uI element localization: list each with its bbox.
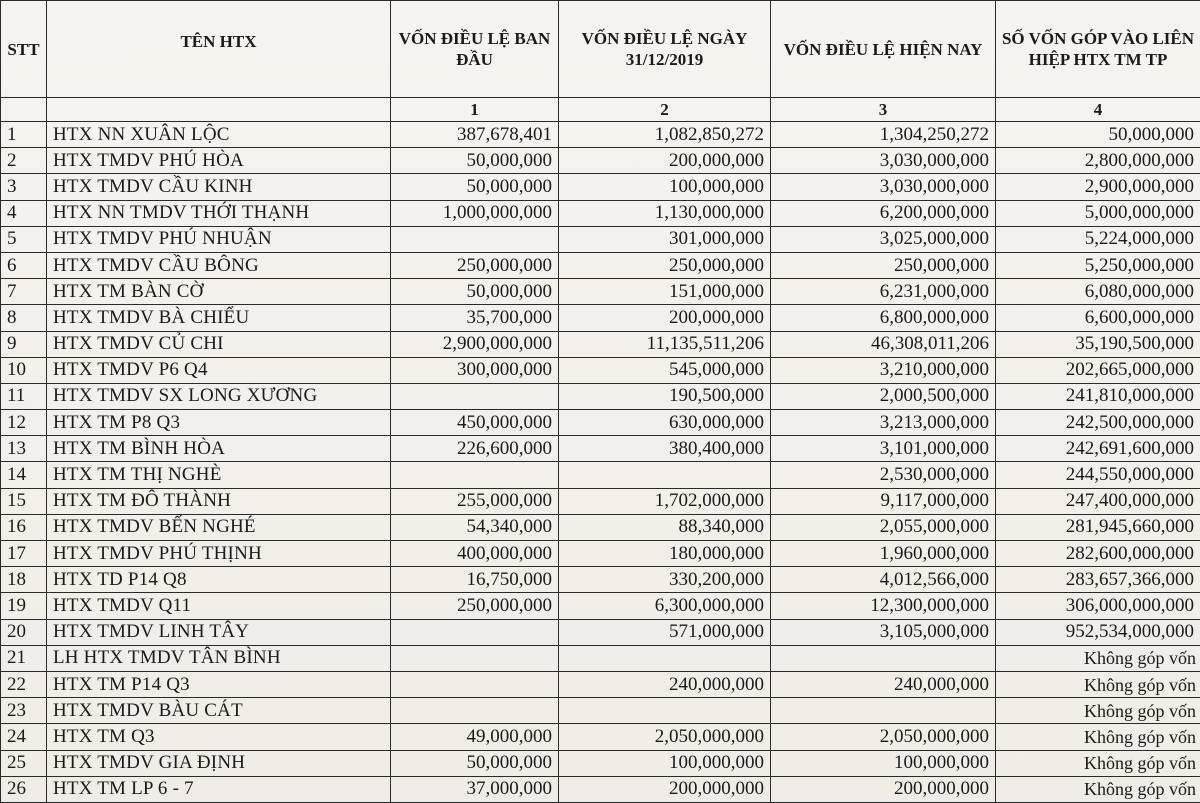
row-capital-2019: 6,300,000,000 — [559, 593, 771, 619]
table-row — [1, 200, 1200, 226]
row-name: HTX TMDV BÀ CHIỂU — [47, 305, 391, 331]
row-stt: 14 — [1, 462, 47, 488]
row-contributed-capital: 6,080,000,000 — [996, 279, 1200, 305]
table-row — [1, 279, 1200, 305]
row-contributed-capital: 242,500,000,000 — [996, 410, 1200, 436]
row-current-capital: 100,000,000 — [771, 750, 996, 776]
row-contributed-capital: 5,224,000,000 — [996, 226, 1200, 252]
row-name: HTX TD P14 Q8 — [47, 567, 391, 593]
row-stt: 20 — [1, 619, 47, 645]
row-capital-2019: 11,135,511,206 — [559, 331, 771, 357]
table-row — [1, 252, 1200, 278]
row-initial-capital — [391, 671, 559, 697]
row-capital-2019: 301,000,000 — [559, 226, 771, 252]
header-stt: STT — [1, 1, 47, 98]
header-initial-capital: VỐN ĐIỀU LỆ BAN ĐẦU — [391, 1, 559, 98]
row-name: HTX TMDV PHÚ NHUẬN — [47, 226, 391, 252]
row-contributed-capital: 5,250,000,000 — [996, 252, 1200, 278]
table-body — [1, 122, 1200, 803]
row-capital-2019: 630,000,000 — [559, 410, 771, 436]
row-contributed-capital: 202,665,000,000 — [996, 357, 1200, 383]
row-stt: 11 — [1, 383, 47, 409]
row-capital-2019: 240,000,000 — [559, 671, 771, 697]
table-row — [1, 776, 1200, 802]
row-initial-capital — [391, 619, 559, 645]
row-stt: 26 — [1, 776, 47, 802]
row-initial-capital: 50,000,000 — [391, 750, 559, 776]
table-row — [1, 305, 1200, 331]
row-initial-capital — [391, 383, 559, 409]
row-current-capital: 2,055,000,000 — [771, 514, 996, 540]
row-current-capital: 1,960,000,000 — [771, 541, 996, 567]
row-current-capital: 240,000,000 — [771, 671, 996, 697]
column-number: 4 — [996, 98, 1200, 122]
table-row — [1, 462, 1200, 488]
header-capital-2019: VỐN ĐIỀU LỆ NGÀY 31/12/2019 — [559, 1, 771, 98]
row-current-capital: 3,213,000,000 — [771, 410, 996, 436]
table-row — [1, 174, 1200, 200]
row-contributed-capital: 242,691,600,000 — [996, 436, 1200, 462]
row-contributed-capital: Không góp vốn — [996, 724, 1200, 750]
row-name: HTX TMDV GIA ĐỊNH — [47, 750, 391, 776]
table-row — [1, 724, 1200, 750]
table-row — [1, 357, 1200, 383]
table-row — [1, 436, 1200, 462]
row-current-capital: 3,105,000,000 — [771, 619, 996, 645]
row-contributed-capital: 247,400,000,000 — [996, 488, 1200, 514]
row-initial-capital: 50,000,000 — [391, 148, 559, 174]
row-current-capital: 2,050,000,000 — [771, 724, 996, 750]
row-initial-capital: 255,000,000 — [391, 488, 559, 514]
row-current-capital: 3,101,000,000 — [771, 436, 996, 462]
table-row — [1, 645, 1200, 671]
row-current-capital: 3,030,000,000 — [771, 174, 996, 200]
row-stt: 15 — [1, 488, 47, 514]
row-contributed-capital: 2,900,000,000 — [996, 174, 1200, 200]
row-capital-2019 — [559, 462, 771, 488]
row-initial-capital: 250,000,000 — [391, 593, 559, 619]
row-contributed-capital: 241,810,000,000 — [996, 383, 1200, 409]
row-initial-capital: 35,700,000 — [391, 305, 559, 331]
row-stt: 21 — [1, 645, 47, 671]
row-name: HTX TMDV CỦ CHI — [47, 331, 391, 357]
row-initial-capital: 50,000,000 — [391, 279, 559, 305]
column-number: 1 — [391, 98, 559, 122]
table-row — [1, 488, 1200, 514]
row-initial-capital: 226,600,000 — [391, 436, 559, 462]
table-row — [1, 331, 1200, 357]
row-contributed-capital: 35,190,500,000 — [996, 331, 1200, 357]
row-capital-2019: 200,000,000 — [559, 305, 771, 331]
table-row — [1, 698, 1200, 724]
column-number: 2 — [559, 98, 771, 122]
row-initial-capital: 250,000,000 — [391, 252, 559, 278]
row-current-capital: 200,000,000 — [771, 776, 996, 802]
table-row — [1, 148, 1200, 174]
row-capital-2019: 100,000,000 — [559, 174, 771, 200]
table-row — [1, 514, 1200, 540]
row-contributed-capital: 5,000,000,000 — [996, 200, 1200, 226]
row-current-capital: 2,000,500,000 — [771, 383, 996, 409]
row-capital-2019: 380,400,000 — [559, 436, 771, 462]
row-stt: 23 — [1, 698, 47, 724]
row-capital-2019 — [559, 698, 771, 724]
row-stt: 16 — [1, 514, 47, 540]
row-initial-capital: 387,678,401 — [391, 122, 559, 148]
row-capital-2019 — [559, 645, 771, 671]
row-stt: 24 — [1, 724, 47, 750]
table-row — [1, 750, 1200, 776]
row-current-capital: 3,025,000,000 — [771, 226, 996, 252]
row-initial-capital: 54,340,000 — [391, 514, 559, 540]
header-contributed-capital: SỐ VỐN GÓP VÀO LIÊN HIỆP HTX TM TP — [996, 1, 1200, 98]
row-current-capital: 1,304,250,272 — [771, 122, 996, 148]
header-row — [1, 1, 1200, 98]
row-contributed-capital: Không góp vốn — [996, 776, 1200, 802]
row-stt: 9 — [1, 331, 47, 357]
row-initial-capital — [391, 645, 559, 671]
row-name: HTX TM P14 Q3 — [47, 671, 391, 697]
row-capital-2019: 190,500,000 — [559, 383, 771, 409]
row-name: HTX NN TMDV THỚI THẠNH — [47, 200, 391, 226]
row-stt: 17 — [1, 541, 47, 567]
row-capital-2019: 88,340,000 — [559, 514, 771, 540]
row-current-capital: 6,231,000,000 — [771, 279, 996, 305]
row-name: HTX TMDV PHÚ HÒA — [47, 148, 391, 174]
column-number — [47, 98, 391, 122]
row-stt: 6 — [1, 252, 47, 278]
row-name: HTX TMDV P6 Q4 — [47, 357, 391, 383]
row-initial-capital: 50,000,000 — [391, 174, 559, 200]
table-row — [1, 226, 1200, 252]
row-name: HTX TM BÀN CỜ — [47, 279, 391, 305]
row-capital-2019: 200,000,000 — [559, 148, 771, 174]
row-initial-capital: 2,900,000,000 — [391, 331, 559, 357]
row-capital-2019: 571,000,000 — [559, 619, 771, 645]
row-name: HTX TMDV BẾN NGHÉ — [47, 514, 391, 540]
row-capital-2019: 151,000,000 — [559, 279, 771, 305]
row-stt: 1 — [1, 122, 47, 148]
row-name: HTX TM LP 6 - 7 — [47, 776, 391, 802]
table-row — [1, 541, 1200, 567]
row-capital-2019: 100,000,000 — [559, 750, 771, 776]
row-capital-2019: 330,200,000 — [559, 567, 771, 593]
row-current-capital: 9,117,000,000 — [771, 488, 996, 514]
row-initial-capital: 37,000,000 — [391, 776, 559, 802]
column-number: 3 — [771, 98, 996, 122]
row-name: HTX TMDV BÀU CÁT — [47, 698, 391, 724]
row-name: HTX TMDV CẦU KINH — [47, 174, 391, 200]
row-current-capital: 4,012,566,000 — [771, 567, 996, 593]
row-name: HTX TM ĐÔ THÀNH — [47, 488, 391, 514]
row-capital-2019: 180,000,000 — [559, 541, 771, 567]
table-row — [1, 122, 1200, 148]
row-capital-2019: 2,050,000,000 — [559, 724, 771, 750]
row-current-capital — [771, 698, 996, 724]
row-contributed-capital: Không góp vốn — [996, 645, 1200, 671]
row-name: HTX TMDV SX LONG XƯƠNG — [47, 383, 391, 409]
column-number-row — [1, 98, 1200, 122]
row-initial-capital: 450,000,000 — [391, 410, 559, 436]
row-current-capital: 2,530,000,000 — [771, 462, 996, 488]
table-row — [1, 593, 1200, 619]
row-capital-2019: 250,000,000 — [559, 252, 771, 278]
row-stt: 22 — [1, 671, 47, 697]
row-stt: 5 — [1, 226, 47, 252]
row-contributed-capital: 283,657,366,000 — [996, 567, 1200, 593]
header-name: TÊN HTX — [47, 1, 391, 98]
row-current-capital: 250,000,000 — [771, 252, 996, 278]
row-capital-2019: 200,000,000 — [559, 776, 771, 802]
table-row — [1, 619, 1200, 645]
row-current-capital: 6,200,000,000 — [771, 200, 996, 226]
row-contributed-capital: Không góp vốn — [996, 671, 1200, 697]
row-contributed-capital: 952,534,000,000 — [996, 619, 1200, 645]
row-initial-capital — [391, 698, 559, 724]
row-contributed-capital: 306,000,000,000 — [996, 593, 1200, 619]
row-stt: 8 — [1, 305, 47, 331]
column-number — [1, 98, 47, 122]
row-stt: 19 — [1, 593, 47, 619]
row-stt: 13 — [1, 436, 47, 462]
row-stt: 3 — [1, 174, 47, 200]
row-contributed-capital: 281,945,660,000 — [996, 514, 1200, 540]
row-name: HTX NN XUÂN LỘC — [47, 122, 391, 148]
row-name: HTX TMDV Q11 — [47, 593, 391, 619]
row-name: HTX TMDV LINH TÂY — [47, 619, 391, 645]
row-initial-capital: 400,000,000 — [391, 541, 559, 567]
row-initial-capital — [391, 462, 559, 488]
row-contributed-capital: Không góp vốn — [996, 698, 1200, 724]
row-name: HTX TMDV PHÚ THỊNH — [47, 541, 391, 567]
row-capital-2019: 1,130,000,000 — [559, 200, 771, 226]
row-stt: 10 — [1, 357, 47, 383]
row-initial-capital: 1,000,000,000 — [391, 200, 559, 226]
row-contributed-capital: 50,000,000 — [996, 122, 1200, 148]
row-contributed-capital: 2,800,000,000 — [996, 148, 1200, 174]
row-name: LH HTX TMDV TÂN BÌNH — [47, 645, 391, 671]
row-name: HTX TM P8 Q3 — [47, 410, 391, 436]
row-name: HTX TM Q3 — [47, 724, 391, 750]
row-initial-capital: 300,000,000 — [391, 357, 559, 383]
row-stt: 18 — [1, 567, 47, 593]
row-initial-capital: 16,750,000 — [391, 567, 559, 593]
row-capital-2019: 1,082,850,272 — [559, 122, 771, 148]
table-row — [1, 671, 1200, 697]
row-capital-2019: 1,702,000,000 — [559, 488, 771, 514]
table-row — [1, 567, 1200, 593]
row-initial-capital: 49,000,000 — [391, 724, 559, 750]
row-contributed-capital: 282,600,000,000 — [996, 541, 1200, 567]
row-current-capital: 12,300,000,000 — [771, 593, 996, 619]
row-name: HTX TM THỊ NGHÈ — [47, 462, 391, 488]
row-name: HTX TM BÌNH HÒA — [47, 436, 391, 462]
row-stt: 12 — [1, 410, 47, 436]
row-contributed-capital: 244,550,000,000 — [996, 462, 1200, 488]
header-current-capital: VỐN ĐIỀU LỆ HIỆN NAY — [771, 1, 996, 98]
row-stt: 2 — [1, 148, 47, 174]
row-stt: 4 — [1, 200, 47, 226]
row-stt: 7 — [1, 279, 47, 305]
row-contributed-capital: Không góp vốn — [996, 750, 1200, 776]
row-current-capital: 46,308,011,206 — [771, 331, 996, 357]
row-stt: 25 — [1, 750, 47, 776]
row-initial-capital — [391, 226, 559, 252]
row-contributed-capital: 6,600,000,000 — [996, 305, 1200, 331]
row-current-capital: 3,030,000,000 — [771, 148, 996, 174]
row-capital-2019: 545,000,000 — [559, 357, 771, 383]
table-row — [1, 410, 1200, 436]
row-name: HTX TMDV CẦU BÔNG — [47, 252, 391, 278]
row-current-capital: 6,800,000,000 — [771, 305, 996, 331]
row-current-capital — [771, 645, 996, 671]
table-row — [1, 383, 1200, 409]
row-current-capital: 3,210,000,000 — [771, 357, 996, 383]
